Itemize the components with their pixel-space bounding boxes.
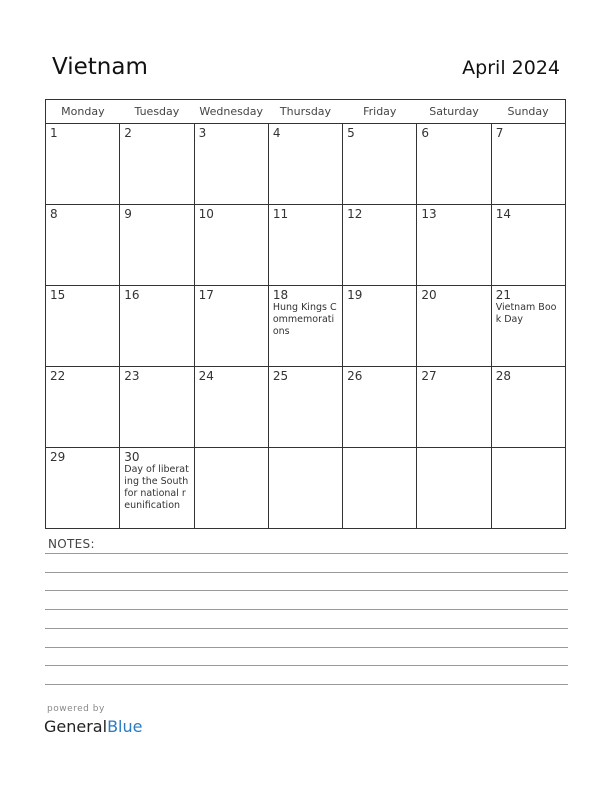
calendar-day-cell[interactable] xyxy=(491,367,565,448)
note-line xyxy=(45,647,568,648)
day-number: 25 xyxy=(272,369,289,383)
note-line xyxy=(45,609,568,610)
calendar-day-cell[interactable] xyxy=(491,448,565,529)
calendar-day-cell[interactable] xyxy=(120,205,194,286)
day-number: 5 xyxy=(347,126,355,140)
generalblue-logo[interactable] xyxy=(44,717,142,736)
weekday-header: Tuesday xyxy=(120,100,194,124)
calendar-day-cell[interactable] xyxy=(268,286,342,367)
day-number: 10 xyxy=(198,207,214,221)
day-number: 2 xyxy=(124,126,132,140)
calendar-week-row xyxy=(46,124,566,205)
day-number: 14 xyxy=(495,207,511,221)
note-line xyxy=(45,684,568,685)
day-number: 27 xyxy=(421,369,437,383)
day-number: 16 xyxy=(124,288,140,302)
day-number: 13 xyxy=(421,207,437,221)
weekday-header: Saturday xyxy=(417,100,491,124)
note-line xyxy=(45,553,568,554)
calendar-day-cell[interactable] xyxy=(417,205,491,286)
calendar-day-cell[interactable] xyxy=(46,286,120,367)
weekday-header: Thursday xyxy=(268,100,342,124)
calendar-day-cell[interactable] xyxy=(417,286,491,367)
calendar-grid xyxy=(45,99,566,529)
calendar-day-cell[interactable] xyxy=(268,205,342,286)
day-number: 1 xyxy=(50,126,58,140)
calendar-week-row xyxy=(46,367,566,448)
calendar-day-cell[interactable] xyxy=(343,205,417,286)
day-number: 19 xyxy=(347,288,363,302)
day-number: 12 xyxy=(347,207,363,221)
calendar-country-title: Vietnam xyxy=(52,54,148,80)
weekday-header: Friday xyxy=(343,100,417,124)
calendar-day-cell[interactable] xyxy=(120,286,194,367)
calendar-month-title: April 2024 xyxy=(462,57,560,79)
day-number: 8 xyxy=(50,207,58,221)
day-number: 29 xyxy=(50,450,66,464)
day-number: 24 xyxy=(198,369,214,383)
calendar-day-cell[interactable] xyxy=(491,205,565,286)
calendar-day-cell[interactable] xyxy=(46,205,120,286)
note-line xyxy=(45,590,568,591)
day-number: 17 xyxy=(198,288,214,302)
calendar-day-cell[interactable] xyxy=(268,124,342,205)
calendar-day-cell[interactable] xyxy=(46,367,120,448)
calendar-day-cell[interactable] xyxy=(343,286,417,367)
calendar-day-cell[interactable] xyxy=(491,124,565,205)
calendar-day-cell[interactable] xyxy=(417,448,491,529)
day-number: 28 xyxy=(495,369,511,383)
notes-label: NOTES: xyxy=(48,537,95,551)
weekday-header: Sunday xyxy=(491,100,565,124)
day-number: 15 xyxy=(50,288,66,302)
holiday-label: Day of liberating the South for national reunification xyxy=(124,464,189,511)
day-number: 7 xyxy=(495,126,504,140)
calendar-day-cell[interactable] xyxy=(194,205,268,286)
calendar-day-cell[interactable] xyxy=(46,448,120,529)
brand-blue: Blue xyxy=(107,717,143,736)
powered-by-text: powered by xyxy=(47,704,105,714)
calendar-day-cell[interactable] xyxy=(268,367,342,448)
calendar-day-cell[interactable] xyxy=(120,367,194,448)
note-line xyxy=(45,628,568,629)
day-number: 20 xyxy=(421,288,437,302)
day-number: 11 xyxy=(272,207,289,221)
holiday-label: Vietnam Book Day xyxy=(495,302,557,325)
calendar-day-cell[interactable] xyxy=(194,124,268,205)
calendar-day-cell[interactable] xyxy=(46,124,120,205)
calendar-day-cell[interactable] xyxy=(268,448,342,529)
holiday-label: Hung Kings Commemorations xyxy=(272,302,337,337)
day-number: 3 xyxy=(198,126,207,140)
day-number: 21 xyxy=(495,288,511,302)
calendar-day-cell[interactable] xyxy=(120,448,194,529)
calendar-day-cell[interactable] xyxy=(343,124,417,205)
day-number: 30 xyxy=(124,450,140,464)
day-number: 18 xyxy=(272,288,289,302)
note-line xyxy=(45,572,568,573)
day-number: 4 xyxy=(272,126,281,140)
weekday-header-row xyxy=(46,100,566,124)
weekday-header: Wednesday xyxy=(194,100,268,124)
calendar-week-row xyxy=(46,448,566,529)
day-number: 6 xyxy=(421,126,430,140)
calendar-day-cell[interactable] xyxy=(120,124,194,205)
calendar-week-row xyxy=(46,205,566,286)
day-number: 9 xyxy=(124,207,132,221)
calendar-day-cell[interactable] xyxy=(194,367,268,448)
calendar-day-cell[interactable] xyxy=(194,448,268,529)
calendar-day-cell[interactable] xyxy=(343,367,417,448)
calendar-day-cell[interactable] xyxy=(491,286,565,367)
day-number: 22 xyxy=(50,369,66,383)
day-number: 26 xyxy=(347,369,363,383)
calendar-day-cell[interactable] xyxy=(417,367,491,448)
weekday-header: Monday xyxy=(46,100,120,124)
calendar-day-cell[interactable] xyxy=(194,286,268,367)
day-number: 23 xyxy=(124,369,140,383)
brand-general: General xyxy=(44,717,108,736)
calendar-day-cell[interactable] xyxy=(417,124,491,205)
calendar-day-cell[interactable] xyxy=(343,448,417,529)
note-line xyxy=(45,665,568,666)
calendar-week-row xyxy=(46,286,566,367)
